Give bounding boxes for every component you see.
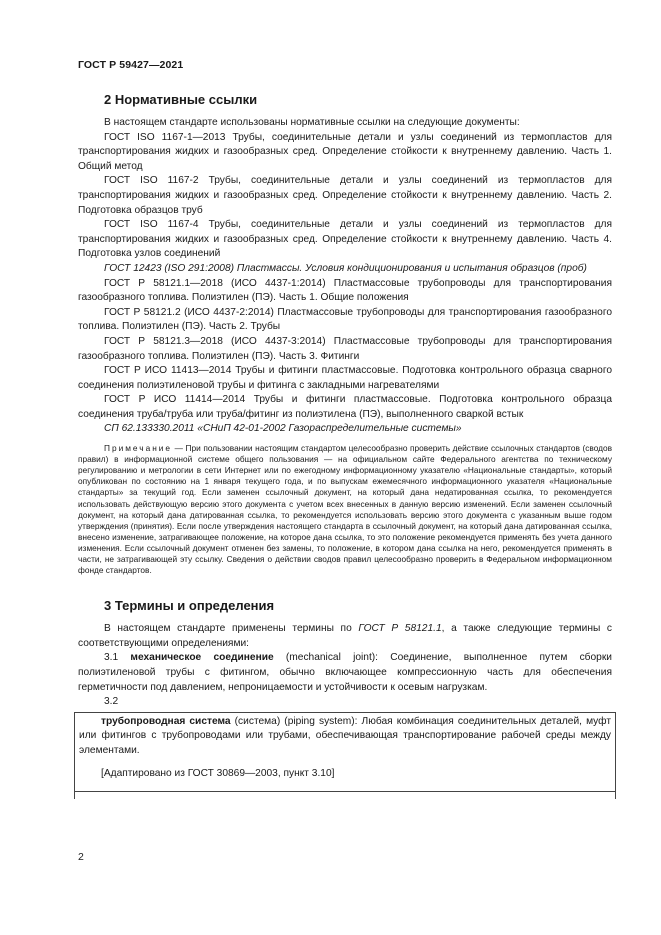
section-3-intro: В настоящем стандарте применены термины по ГОСТ Р 58121.1, а также следующие термины с соответствующими определениями: (78, 623, 612, 649)
note-label: Примечание (104, 443, 173, 454)
section-3 (78, 598, 612, 799)
document-header: ГОСТ Р 59427—2021 (78, 59, 184, 71)
term-3-2-number: 3.2 (104, 696, 119, 708)
note-text: — При пользовании настоящим стандартом целесообразно проверить действие ссылочных стандартов (сводов правил) в информационной системе общего пользования — на официальном сайте Федерального агентства по техническому регулированию и метрологии в сети Интернет или по ежегодному информационному указателю «Национальные стандарты», который опубликован по состоянию на 1 января текущего года, и по выпускам ежемесячного информационного указателя «Национальные стандарты» за текущий год. Если заменен ссылочный документ, на который дана недатированная ссылка, то рекомендуется использовать действующую версию этого документа с учетом всех внесенных в данную версию изменений. Если заменен ссылочный документ, на который дана датированная ссылка, то рекомендуется использовать версию этого документа с указанным выше годом утверждения (принятия). Если после утверждения настоящего стандарта в ссылочный документ, на который дана датированная ссылка, внесено изменение, затрагивающее положение, на которое дана ссылка, то это положение рекомендуется применять без учета данного изменения. Если ссылочный документ отменен без замены, то положение, в котором дана ссылка на него, рекомендуется применять в части, не затрагивающей эту ссылку. Сведения о действии сводов правил целесообразно проверить в Федеральном информационном фонде стандартов. (78, 443, 612, 576)
reference-item: ГОСТ Р 58121.1—2018 (ИСО 4437-1:2014) Пластмассовые трубопроводы для транспортирования газообразного топлива. Полиэтилен (ПЭ). Часть 1. Общие положения (78, 277, 612, 304)
section-3-title: 3 Термины и определения (104, 598, 275, 614)
reference-item: ГОСТ Р ИСО 11413—2014 Трубы и фитинги пластмассовые. Подготовка контрольного образца сварного соединения полиэтиленовой трубы и фитинга с закладными нагревателями (78, 365, 612, 391)
intro-reference: ГОСТ Р 58121.1 (358, 623, 442, 635)
term-3-2-source: [Адаптировано из ГОСТ 30869—2003, пункт 3.10] (101, 767, 335, 779)
document-body (78, 92, 612, 799)
page-number: 2 (78, 851, 84, 863)
section-2-title: 2 Нормативные ссылки (104, 92, 258, 107)
term-3-1-name: механическое соединение (130, 652, 274, 664)
term-box-bottom (74, 785, 616, 799)
reference-item: ГОСТ Р 58121.3—2018 (ИСО 4437-3:2014) Пластмассовые трубопроводы для транспортирования газообразного топлива. Полиэтилен (ПЭ). Часть 3. Фитинги (78, 335, 612, 362)
term-3-2: трубопроводная система (система) (piping system): Любая комбинация соединительных деталей, муфт или фитингов с трубопроводами или трубами, обеспечивающая транспортирование рабочей среды между элементами. (79, 715, 611, 756)
term-3-2-name: трубопроводная система (101, 715, 231, 727)
term-3-1: 3.1 механическое соединение (mechanical joint): Соединение, выполненное путем сборки полиэтиленовой трубы с фитингом, обычно включающее компрессионную часть для обеспечения герметичности под давлением, непроницаемости и устойчивости к осевым нагрузкам. (78, 652, 612, 693)
note-block (78, 443, 612, 576)
reference-item: СП 62.133330.2011 «СНиП 42-01-2002 Газораспределительные системы» (104, 423, 462, 435)
reference-item: ГОСТ ISO 1167-1—2013 Трубы, соединительные детали и узлы соединений из термопластов для транспортирования жидких и газообразных сред. Определение стойкости к внутреннему давлению. Часть 1. Общий метод (78, 131, 612, 172)
section-2-intro: В настоящем стандарте использованы нормативные ссылки на следующие документы: (104, 117, 520, 128)
reference-item: ГОСТ 12423 (ISO 291:2008) Пластмассы. Условия кондиционирования и испытания образцов (проб) (104, 262, 587, 274)
reference-item: ГОСТ Р 58121.2 (ИСО 4437-2:2014) Пластмассовые трубопроводы для транспортирования газообразного топлива. Полиэтилен (ПЭ). Часть 2. Трубы (78, 306, 612, 333)
reference-item: ГОСТ Р ИСО 11414—2014 Трубы и фитинги пластмассовые. Подготовка контрольного образца соединения труба/труба или труба/фитинг из полиэтилена (ПЭ), выполненного сваркой встык (78, 394, 612, 420)
term-3-2-box (74, 712, 616, 785)
reference-item: ГОСТ ISO 1167-2 Трубы, соединительные детали и узлы соединений из термопластов для транспортирования жидких и газообразных сред. Определение стойкости к внутреннему давлению. Часть 2. Подготовка образцов труб (78, 175, 612, 216)
reference-item: ГОСТ ISO 1167-4 Трубы, соединительные детали и узлы соединений из термопластов для транспортирования жидких и газообразных сред. Определение стойкости к внутреннему давлению. Часть 4. Подготовка узлов соединений (78, 219, 612, 260)
note-paragraph (78, 443, 612, 576)
